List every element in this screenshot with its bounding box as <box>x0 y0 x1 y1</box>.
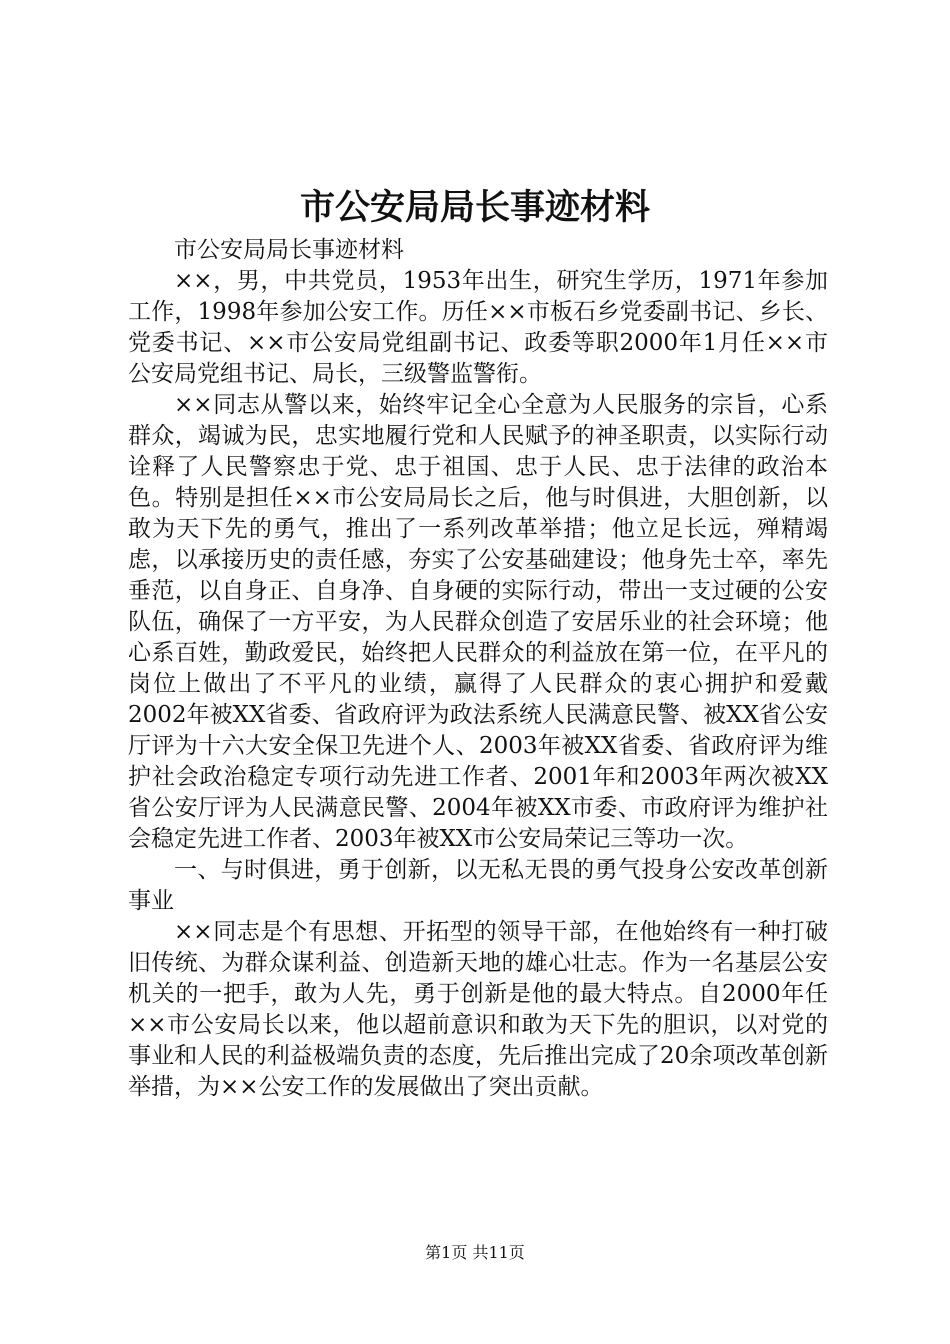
document-body <box>128 235 828 1103</box>
page-number-footer: 第1页 共11页 <box>425 1243 525 1262</box>
paragraph-subtitle: 市公安局局长事迹材料 <box>174 237 404 263</box>
paragraph-section-1: ××同志是个有思想、开拓型的领导干部，在他始终有一种打破旧传统、为群众谋利益、创造新天地的雄心壮志。作为一名基层公安机关的一把手，敢为人先，勇于创新是他的最大特点。自2000年任××市公安局长以来，他以超前意识和敢为天下先的胆识，以对党的事业和人民的利益极端负责的态度，先后推出完成了20余项改革创新举措，为××公安工作的发展做出了突出贡献。 <box>128 919 828 1100</box>
paragraph-profile: ××，男，中共党员，1953年出生，研究生学历，1971年参加工作，1998年参加公安工作。历任××市板石乡党委副书记、乡长、党委书记、××市公安局党组副书记、政委等职2000年1月任××市公安局党组书记、局长，三级警监警衔。 <box>128 268 828 387</box>
paragraph-summary: ××同志从警以来，始终牢记全心全意为人民服务的宗旨，心系群众，竭诚为民，忠实地履行党和人民赋予的神圣职责，以实际行动诠释了人民警察忠于党、忠于祖国、忠于人民、忠于法律的政治本色。特别是担任××市公安局局长之后，他与时俱进，大胆创新，以敢为天下先的勇气，推出了一系列改革举措；他立足长远，殚精竭虑，以承接历史的责任感，夯实了公安基础建设；他身先士卒，率先垂范，以自身正、自身净、自身硬的实际行动，带出一支过硬的公安队伍，确保了一方平安，为人民群众创造了安居乐业的社会环境；他心系百姓，勤政爱民，始终把人民群众的利益放在第一位，在平凡的岗位上做出了不平凡的业绩，赢得了人民群众的衷心拥护和爱戴2002年被XX省委、省政府评为政法系统人民满意民警、被XX省公安厅评为十六大安全保卫先进个人、2003年被XX省委、省政府评为维护社会政治稳定专项行动先进工作者、2001年和2003年两次被XX省公安厅评为人民满意民警、2004年被XX市委、市政府评为维护社会稳定先进工作者、2003年被XX市公安局荣记三等功一次。 <box>128 392 828 852</box>
section-heading-1: 一、与时俱进，勇于创新，以无私无畏的勇气投身公安改革创新事业 <box>128 857 828 914</box>
document-title: 市公安局局长事迹材料 <box>299 187 650 228</box>
